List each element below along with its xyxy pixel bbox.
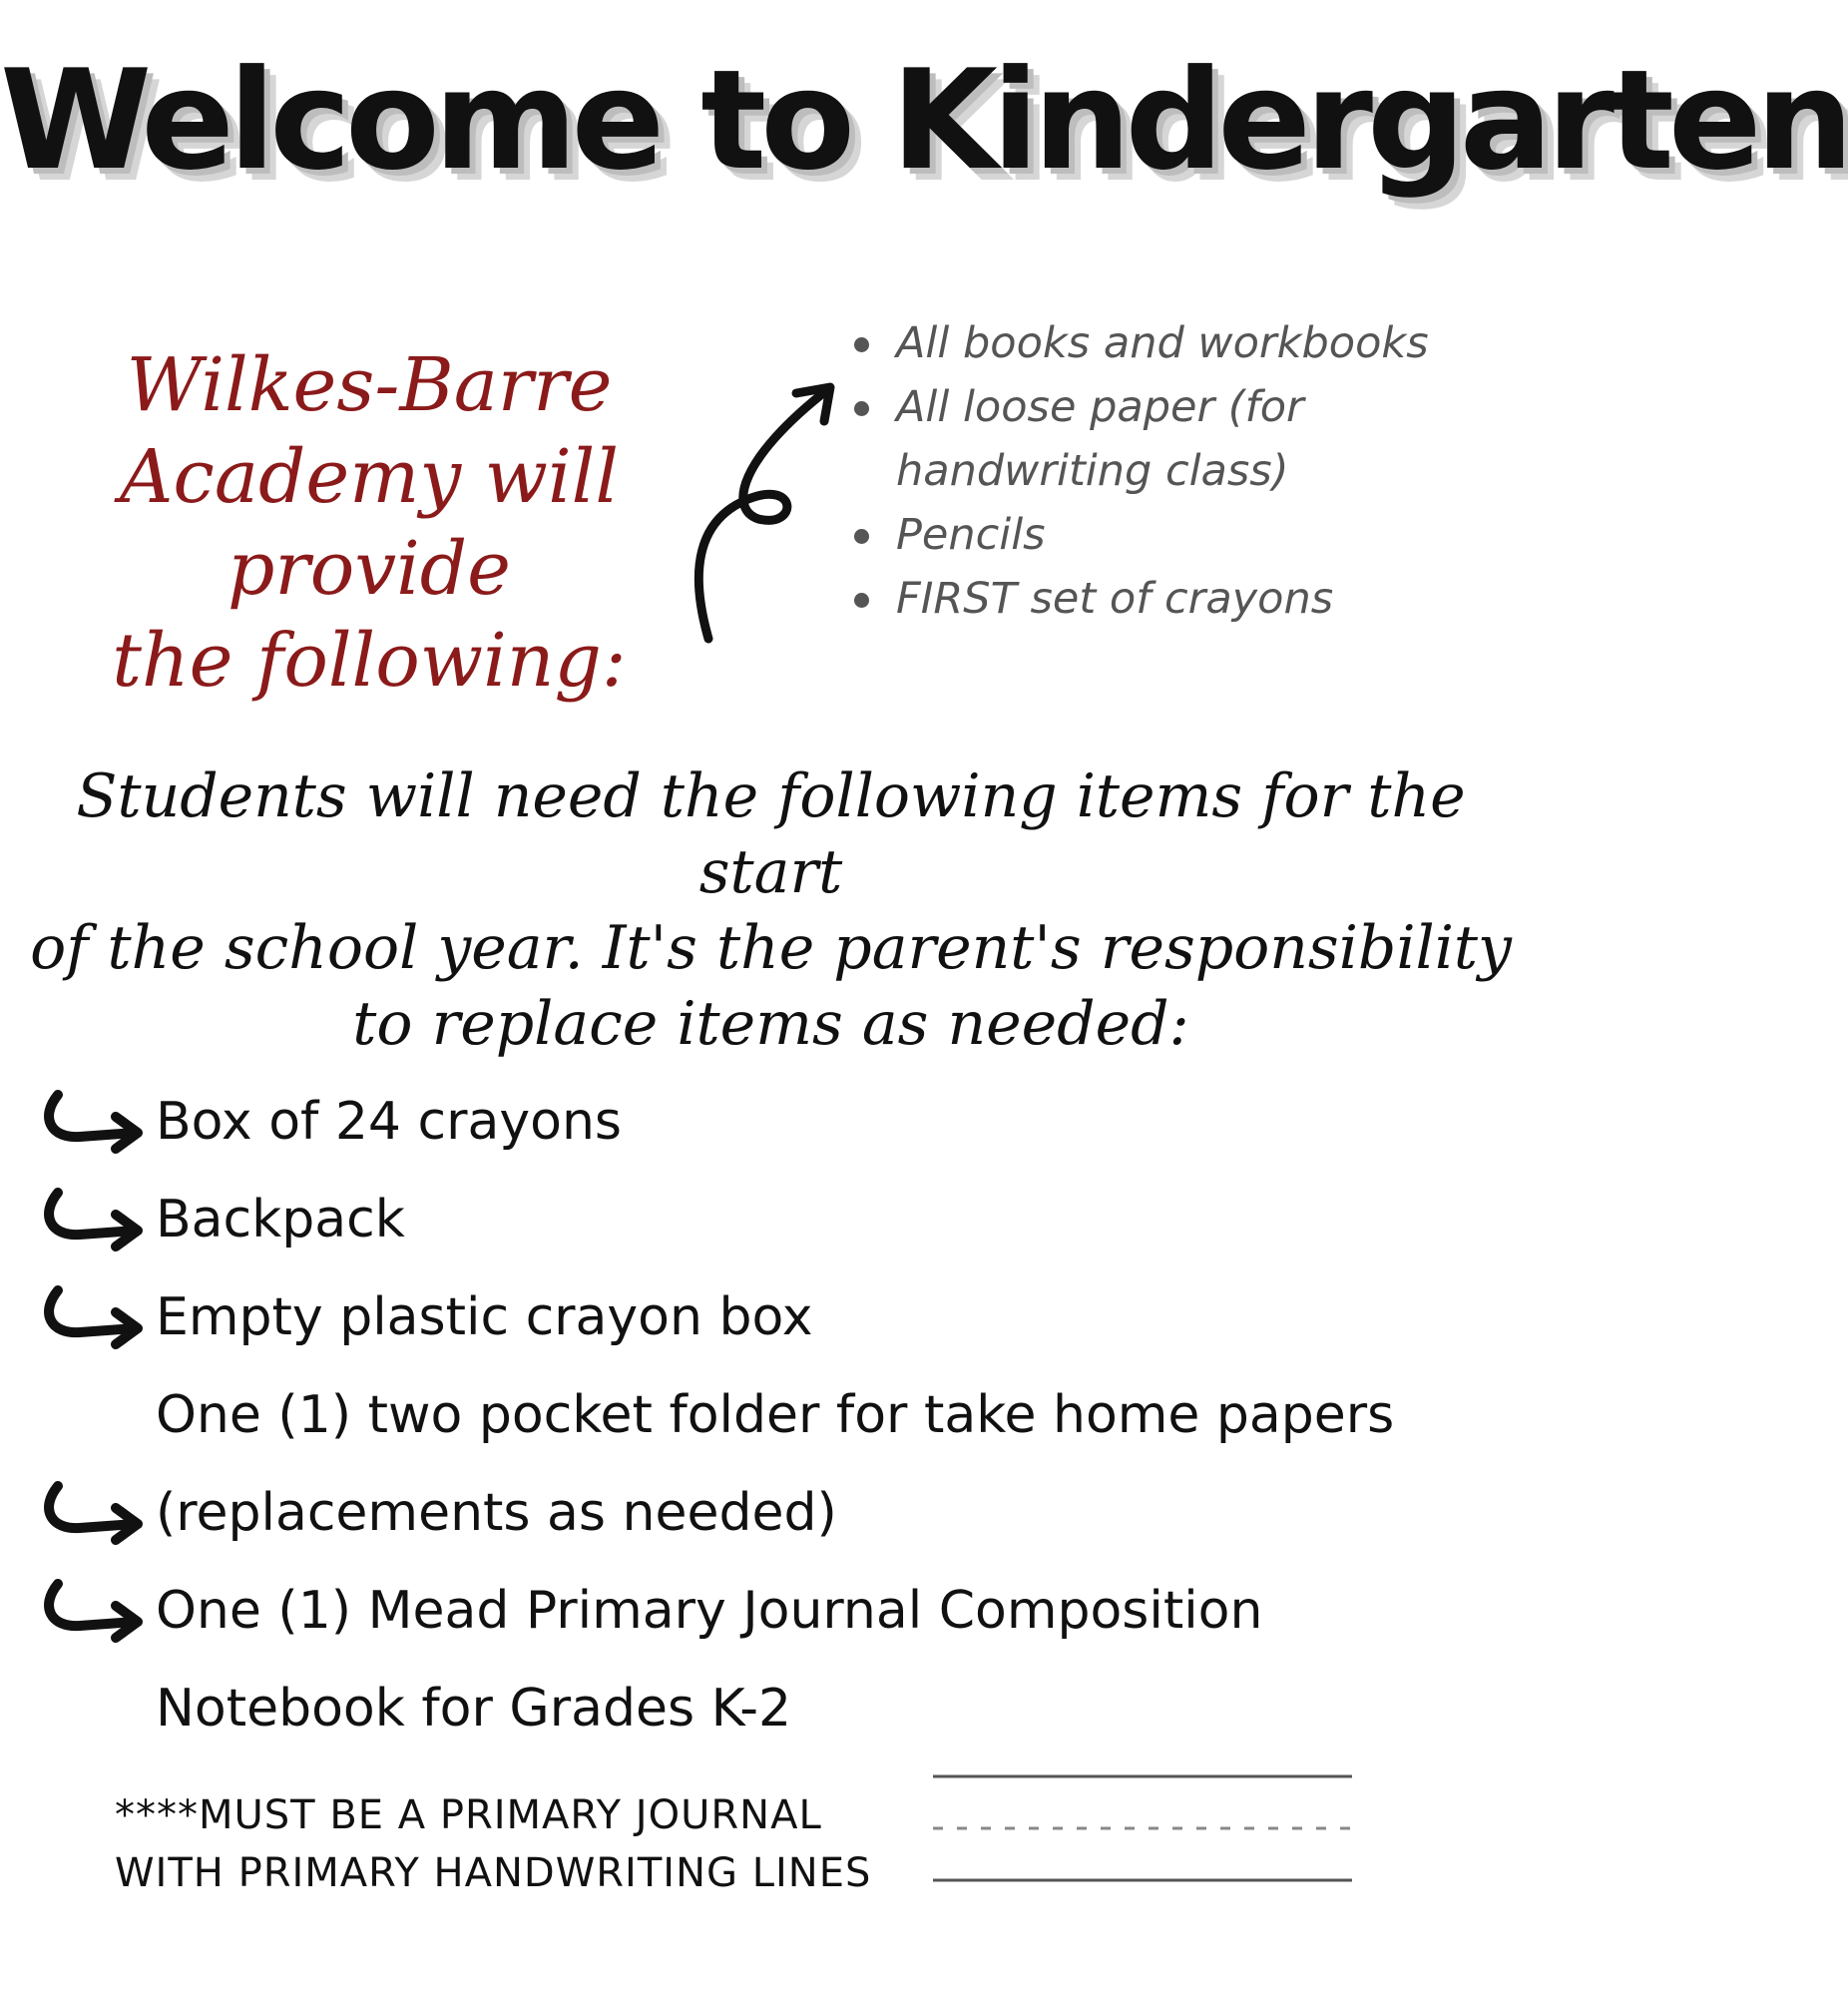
list-item — [40, 1660, 1537, 1757]
supply-item-text: (replacements as needed) — [156, 1483, 837, 1543]
list-item — [40, 1562, 1537, 1660]
hook-arrow-icon — [40, 1282, 150, 1352]
intro-line: Students will need the following items for the start — [76, 761, 1466, 907]
list-item — [40, 1464, 1537, 1562]
supply-item-text: Empty plastic crayon box — [156, 1287, 813, 1347]
provide-list — [848, 311, 1527, 631]
list-item — [40, 1171, 1537, 1268]
page-title: Welcome to Kindergarten — [0, 40, 1848, 201]
list-item: Pencils — [848, 503, 1527, 567]
provide-heading-line: Wilkes-Barre — [126, 342, 613, 428]
provide-heading — [0, 339, 738, 707]
hook-arrow-icon — [40, 1478, 150, 1548]
supply-item-text: One (1) Mead Primary Journal Composition — [156, 1581, 1263, 1641]
list-item — [40, 1366, 1537, 1464]
list-item: FIRST set of crayons — [848, 567, 1527, 631]
hook-arrow-icon — [40, 1185, 150, 1254]
supply-list — [40, 1073, 1537, 1757]
list-item — [40, 1268, 1537, 1366]
list-item: All loose paper (for handwriting class) — [848, 375, 1527, 503]
handwriting-lines-illustration — [933, 1768, 1372, 1898]
supply-item-text: Backpack — [156, 1190, 405, 1249]
intro-line: of the school year. It's the parent's responsibility — [30, 913, 1512, 983]
supply-item-text: Notebook for Grades K-2 — [156, 1679, 792, 1739]
note-line: ****MUST BE A PRIMARY JOURNAL — [115, 1792, 822, 1838]
provide-heading-line: Academy will provide — [119, 434, 619, 612]
provide-heading-line: the following: — [112, 618, 627, 704]
hook-arrow-icon — [40, 1576, 150, 1646]
journal-note — [115, 1786, 871, 1902]
supply-item-text: Box of 24 crayons — [156, 1092, 623, 1152]
intro-text — [0, 758, 1542, 1062]
list-item — [40, 1073, 1537, 1171]
intro-line: to replace items as needed: — [352, 989, 1189, 1059]
list-item: All books and workbooks — [848, 311, 1527, 375]
supply-item-text: One (1) two pocket folder for take home papers — [156, 1385, 1395, 1445]
hook-arrow-icon — [40, 1087, 150, 1157]
note-line: WITH PRIMARY HANDWRITING LINES — [115, 1850, 872, 1896]
curved-arrow-icon — [689, 369, 848, 649]
